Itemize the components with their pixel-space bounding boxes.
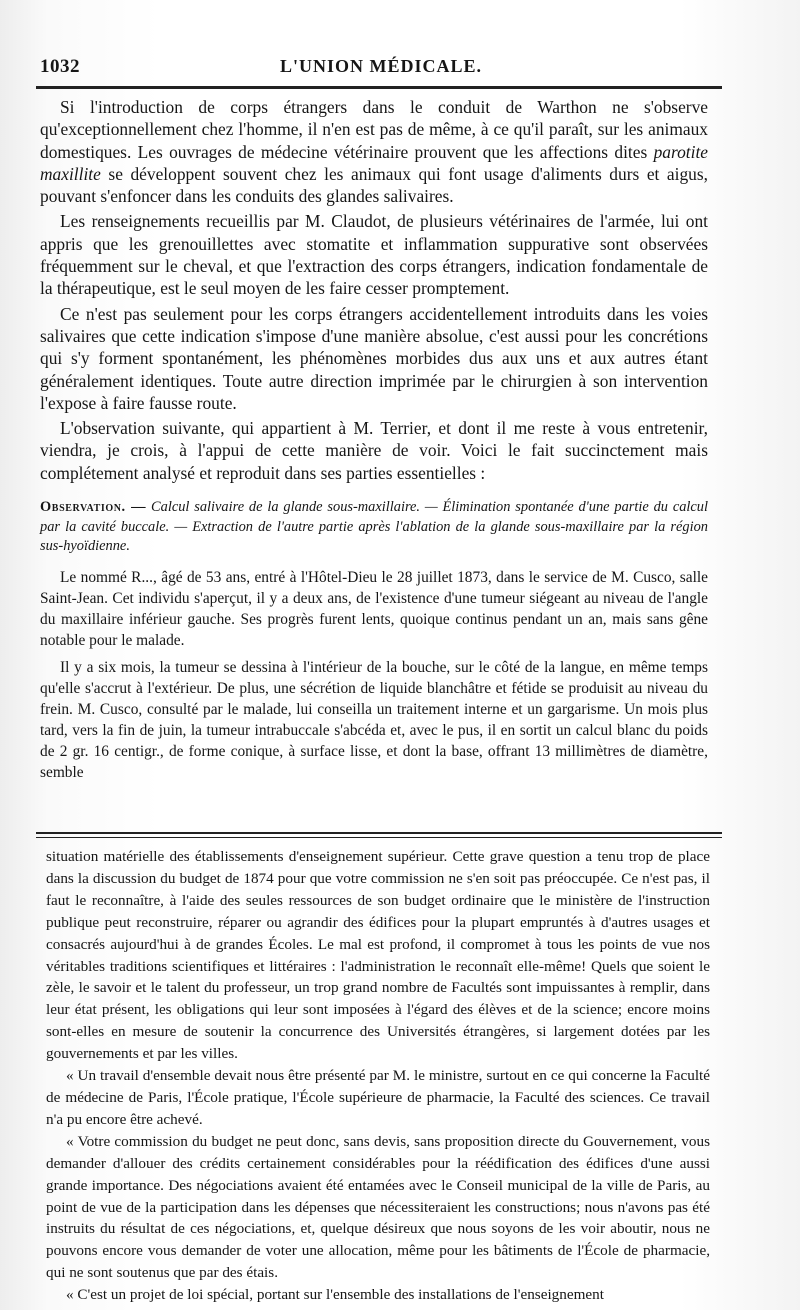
feuilleton-paragraph-1: situation matérielle des établissements d'enseignement supérieur. Cette grave question a tenu trop de place dans la discussion du budget de 1874 pour que votre commission ne s'en soit pas préoccupée. Ce n'est pas, il faut le reconnaître, à l'aide des seules ressources de son budget ordinaire que le ministère de l'instruction publique peut reconstruire, réparer ou agrandir des édifices pour la plupart empruntés à d'autres usages et consacrés aujourd'hui à de grandes Écoles. Le mal est profond, il compromet à tous les points de vue nos véritables traditions scientifiques et littéraires : l'administration le reconnaît elle-même! Quels que soient le zèle, le savoir et le talent du professeur, un trop grand nombre de Facultés sont impuissantes à remplir, dans leur état présent, les obligations qui leur sont imposées à l'égard des élèves et de la science; encore moins sont-elles en mesure de soutenir la concurrence des Universités étrangères, si largement dotées par les gouvernements et par les villes. [46, 848, 710, 1063]
feuilleton-paragraph-4: « C'est un projet de loi spécial, portant sur l'ensemble des installations de l'enseignement [66, 1286, 604, 1304]
section-rule-thin [36, 837, 722, 838]
paragraph-introduction [40, 96, 708, 207]
page-header [36, 54, 736, 84]
paragraph-text: Si l'introduction de corps étrangers dans le conduit de Warthon ne s'observe qu'exceptionnellement chez l'homme, il n'en est pas de même, à ce qu'il paraît, sur les animaux domestiques. Les ouvrages de médecine vétérinaire prouvent que les affections dites [40, 97, 708, 162]
observation-title: Calcul salivaire de la glande sous-maxillaire. — Élimination spontanée d'une partie du calcul par la cavité buccale. — Extraction de l'autre partie après l'ablation de la glande sous-maxillaire par la région sus-hyoïdienne. [40, 499, 708, 555]
case-paragraph-1: Le nommé R..., âgé de 53 ans, entré à l'Hôtel-Dieu le 28 juillet 1873, dans le service de M. Cusco, salle Saint-Jean. Cet individu s'aperçut, il y a deux ans, de l'existence d'une tumeur siégeant au niveau de l'angle du maxillaire inférieur gauche. Ses progrès furent lents, quoique continus pendant un an, mais sans gêne notable pour le malade. [40, 568, 708, 649]
feuilleton-paragraph-2: « Un travail d'ensemble devait nous être présenté par M. le ministre, surtout en ce qui concerne la Faculté de médecine de Paris, l'École pratique, l'École supérieure de pharmacie, la Faculté des sciences. Ce travail n'a pu encore être achevé. [46, 1067, 710, 1128]
feuilleton-paragraph-3: « Votre commission du budget ne peut donc, sans devis, sans proposition directe du Gouvernement, vous demander d'allouer des crédits certainement considérables pour la réédification des édifices d'une aussi grande importance. Des négociations avaient été entamées avec le Conseil municipal de la ville de Paris, au point de vue de la participation dans les dépenses que nécessiteraient les constructions; nous n'avons pas été instruits du résultat de ces négociations, et, quelque désireux que nous soyons de les voir aboutir, nous ne pouvons encore vous demander de voter une allocation, même pour les bâtiments de l'École de pharmacie, qui ne sont soutenus que par des étais. [46, 1132, 710, 1282]
case-paragraph-2: Il y a six mois, la tumeur se dessina à l'intérieur de la bouche, sur le côté de la langue, en même temps qu'elle s'accrut à l'extérieur. De plus, une sécrétion de liquide blanchâtre et fétide se produisit au niveau du frein. M. Cusco, consulté par le malade, lui conseilla un traitement interne et un gargarisme. Un mois plus tard, vers la fin de juin, la tumeur intrabuccale s'abcéda et, avec le pus, il en sortit un calcul blanc du poids de 2 gr. 16 centigr., de forme conique, à surface lisse, et dont la base, offrant 13 millimètres de diamètre, semble [40, 658, 708, 781]
header-rule [36, 86, 722, 89]
observation-heading [40, 498, 708, 557]
paragraph-concretions: Ce n'est pas seulement pour les corps étrangers accidentellement introduits dans les voies salivaires que cette indication s'impose d'une manière absolue, c'est aussi pour les concrétions qui s'y forment spontanément, les phénomènes morbides dus aux uns et aux autres étant généralement identiques. Toute autre direction imprimée par le chirurgien à son intervention l'expose à faire fausse route. [40, 303, 708, 413]
observation-label: Observation. — [40, 499, 147, 516]
article-body [40, 96, 708, 789]
running-title: L'UNION MÉDICALE. [280, 56, 483, 76]
page-number: 1032 [40, 56, 80, 77]
emphasis-term: parotite maxillite [40, 141, 708, 184]
feuilleton-body [46, 846, 710, 1306]
paragraph-claudot: Les renseignements recueillis par M. Claudot, de plusieurs vétérinaires de l'armée, lui ont appris que les grenouillettes avec stomatite et inflammation suppurative sont observées fréquemment sur le cheval, et que l'extraction des corps étrangers, indication fondamentale de la thérapeutique, est le seul moyen de les faire cesser promptement. [40, 211, 708, 299]
paragraph-observation-intro: L'observation suivante, qui appartient à M. Terrier, et dont il me reste à vous entretenir, viendra, je crois, à l'appui de cette manière de voir. Voici le fait succinctement mais complétement analysé et reproduit dans ses parties essentielles : [40, 418, 708, 483]
paragraph-text: se développent souvent chez les animaux qui font usage d'aliments durs et aigus, pouvant s'enfoncer dans les conduits des glandes salivaires. [40, 163, 708, 207]
section-rule [36, 832, 722, 834]
